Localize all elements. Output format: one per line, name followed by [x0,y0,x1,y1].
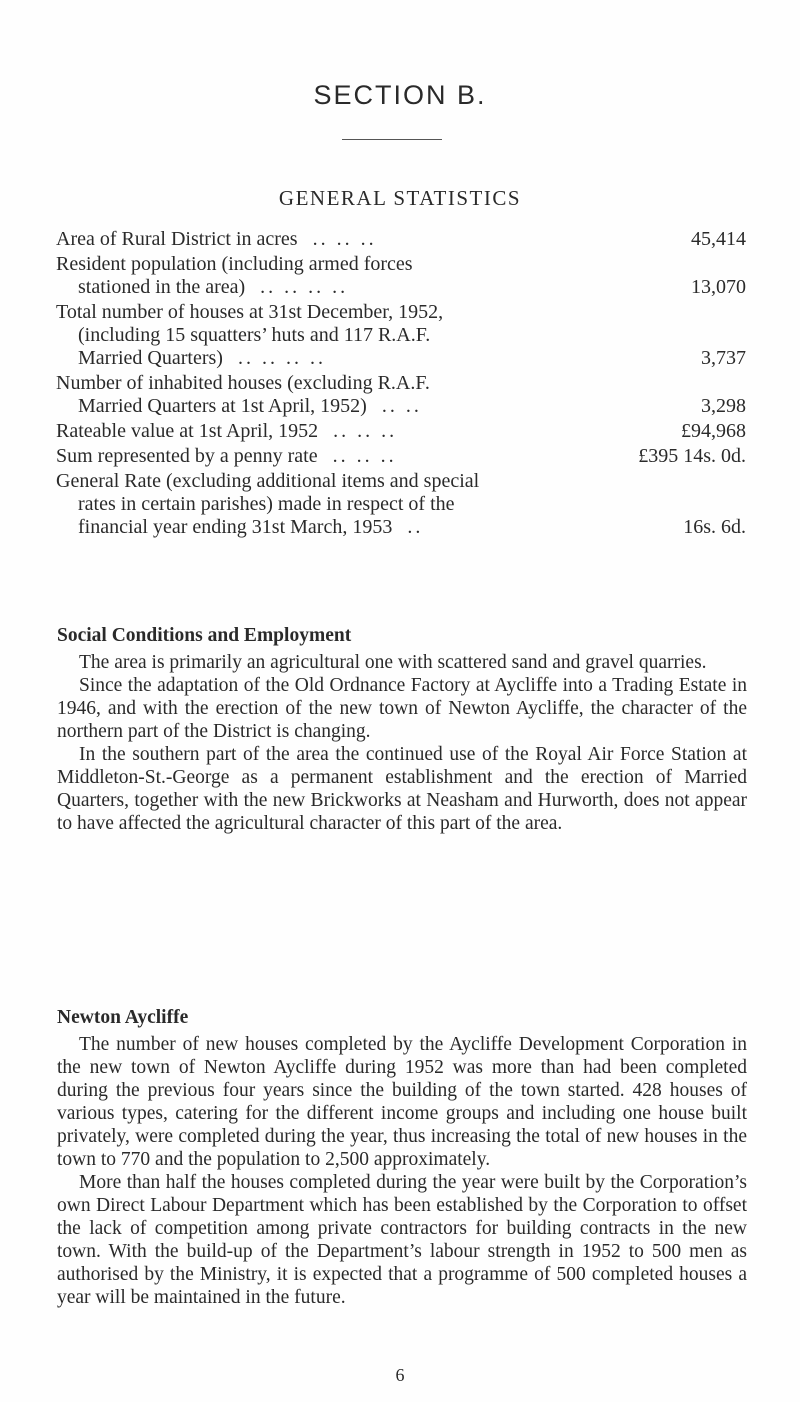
statistic-label [56,420,576,443]
statistic-label [56,445,576,468]
social-conditions-heading: Social Conditions and Employment [57,625,352,646]
leader-dots: .. [407,516,424,538]
paragraph: More than half the houses completed during the year were built by the Corporation’s own Direct Labour Department which has been established by the Corporation to offset the lack of competition among private contractors for building contracts in the new town. With the build-up of the Department’s labour strength in 1952 to 500 men as authorised by the Ministry, it is expected that a programme of 500 completed houses a year will be maintained in the future. [57,1172,747,1308]
paragraph: The area is primarily an agricultural one with scattered sand and gravel quarries. [79,652,707,673]
statistic-row [56,470,746,539]
statistic-label-line: Married Quarters) .. .. .. .. [78,347,326,369]
statistic-value: 13,070 [691,276,746,298]
statistic-value: £94,968 [681,420,746,442]
leader-dots: .. .. .. .. [237,347,326,369]
statistic-row [56,228,746,251]
statistic-value: 3,298 [701,395,746,417]
statistic-value: 16s. 6d. [683,516,746,538]
statistic-label-line: Rateable value at 1st April, 1952 .. .. .. [56,420,398,442]
statistic-label [56,301,576,370]
newton-aycliffe-text [57,1033,747,1309]
statistic-label-line: rates in certain parishes) made in respect of the [78,493,455,515]
statistic-row [56,253,746,299]
statistic-label-line: Married Quarters at 1st April, 1952) .. .. [78,395,422,417]
statistic-label [56,470,576,539]
leader-dots: .. .. .. [332,445,397,467]
general-statistics-list [56,228,746,541]
statistic-row [56,420,746,443]
paragraph: In the southern part of the area the continued use of the Royal Air Force Station at Middleton-St.-George as a permanent establishment and the erection of Married Quarters, together with the new Brickworks at Neasham and Hurworth, does not appear to have affected the agricultural character of this part of the area. [57,744,747,834]
statistic-label-line: Sum represented by a penny rate .. .. .. [56,445,397,467]
statistic-label-line: (including 15 squatters’ huts and 117 R.A.F. [78,324,431,346]
statistic-label-line: Resident population (including armed forces [56,253,413,275]
statistic-label-line: Area of Rural District in acres .. .. .. [56,228,377,250]
statistic-row [56,372,746,418]
section-title: SECTION B. [313,80,487,110]
statistic-value: 45,414 [691,228,746,250]
statistic-label-line: Total number of houses at 31st December, 1952, [56,301,444,323]
statistic-label [56,253,576,299]
statistic-label-line: stationed in the area) .. .. .. .. [78,276,349,298]
paragraph: Since the adaptation of the Old Ordnance Factory at Aycliffe into a Trading Estate in 1946, and with the erection of the new town of Newton Aycliffe, the character of the northern part of the District is changing. [57,675,747,742]
statistic-row [56,445,746,468]
statistic-label [56,372,576,418]
newton-aycliffe-heading: Newton Aycliffe [57,1007,189,1028]
leader-dots: .. .. .. [312,228,377,250]
social-conditions-text [57,651,747,835]
leader-dots: .. .. .. [333,420,398,442]
leader-dots: .. .. [381,395,422,417]
statistic-row [56,301,746,370]
statistic-label-line: financial year ending 31st March, 1953 .. [78,516,424,538]
statistic-label-line: General Rate (excluding additional items and special [56,470,480,492]
title-rule [342,139,442,140]
leader-dots: .. .. .. .. [260,276,349,298]
page-number: 6 [395,1365,405,1385]
statistic-label-line: Number of inhabited houses (excluding R.A.F. [56,372,430,394]
statistic-label [56,228,576,251]
general-statistics-title: GENERAL STATISTICS [278,186,522,210]
statistic-value: 3,737 [701,347,746,369]
statistic-value: £395 14s. 0d. [638,445,746,467]
paragraph: The number of new houses completed by the Aycliffe Development Corporation in the new town of Newton Aycliffe during 1952 was more than had been completed during the previous four years since the building of the town started. 428 houses of various types, catering for the different income groups and including one house built privately, were completed during the year, thus increasing the total of new houses in the town to 770 and the population to 2,500 approximately. [57,1034,747,1170]
